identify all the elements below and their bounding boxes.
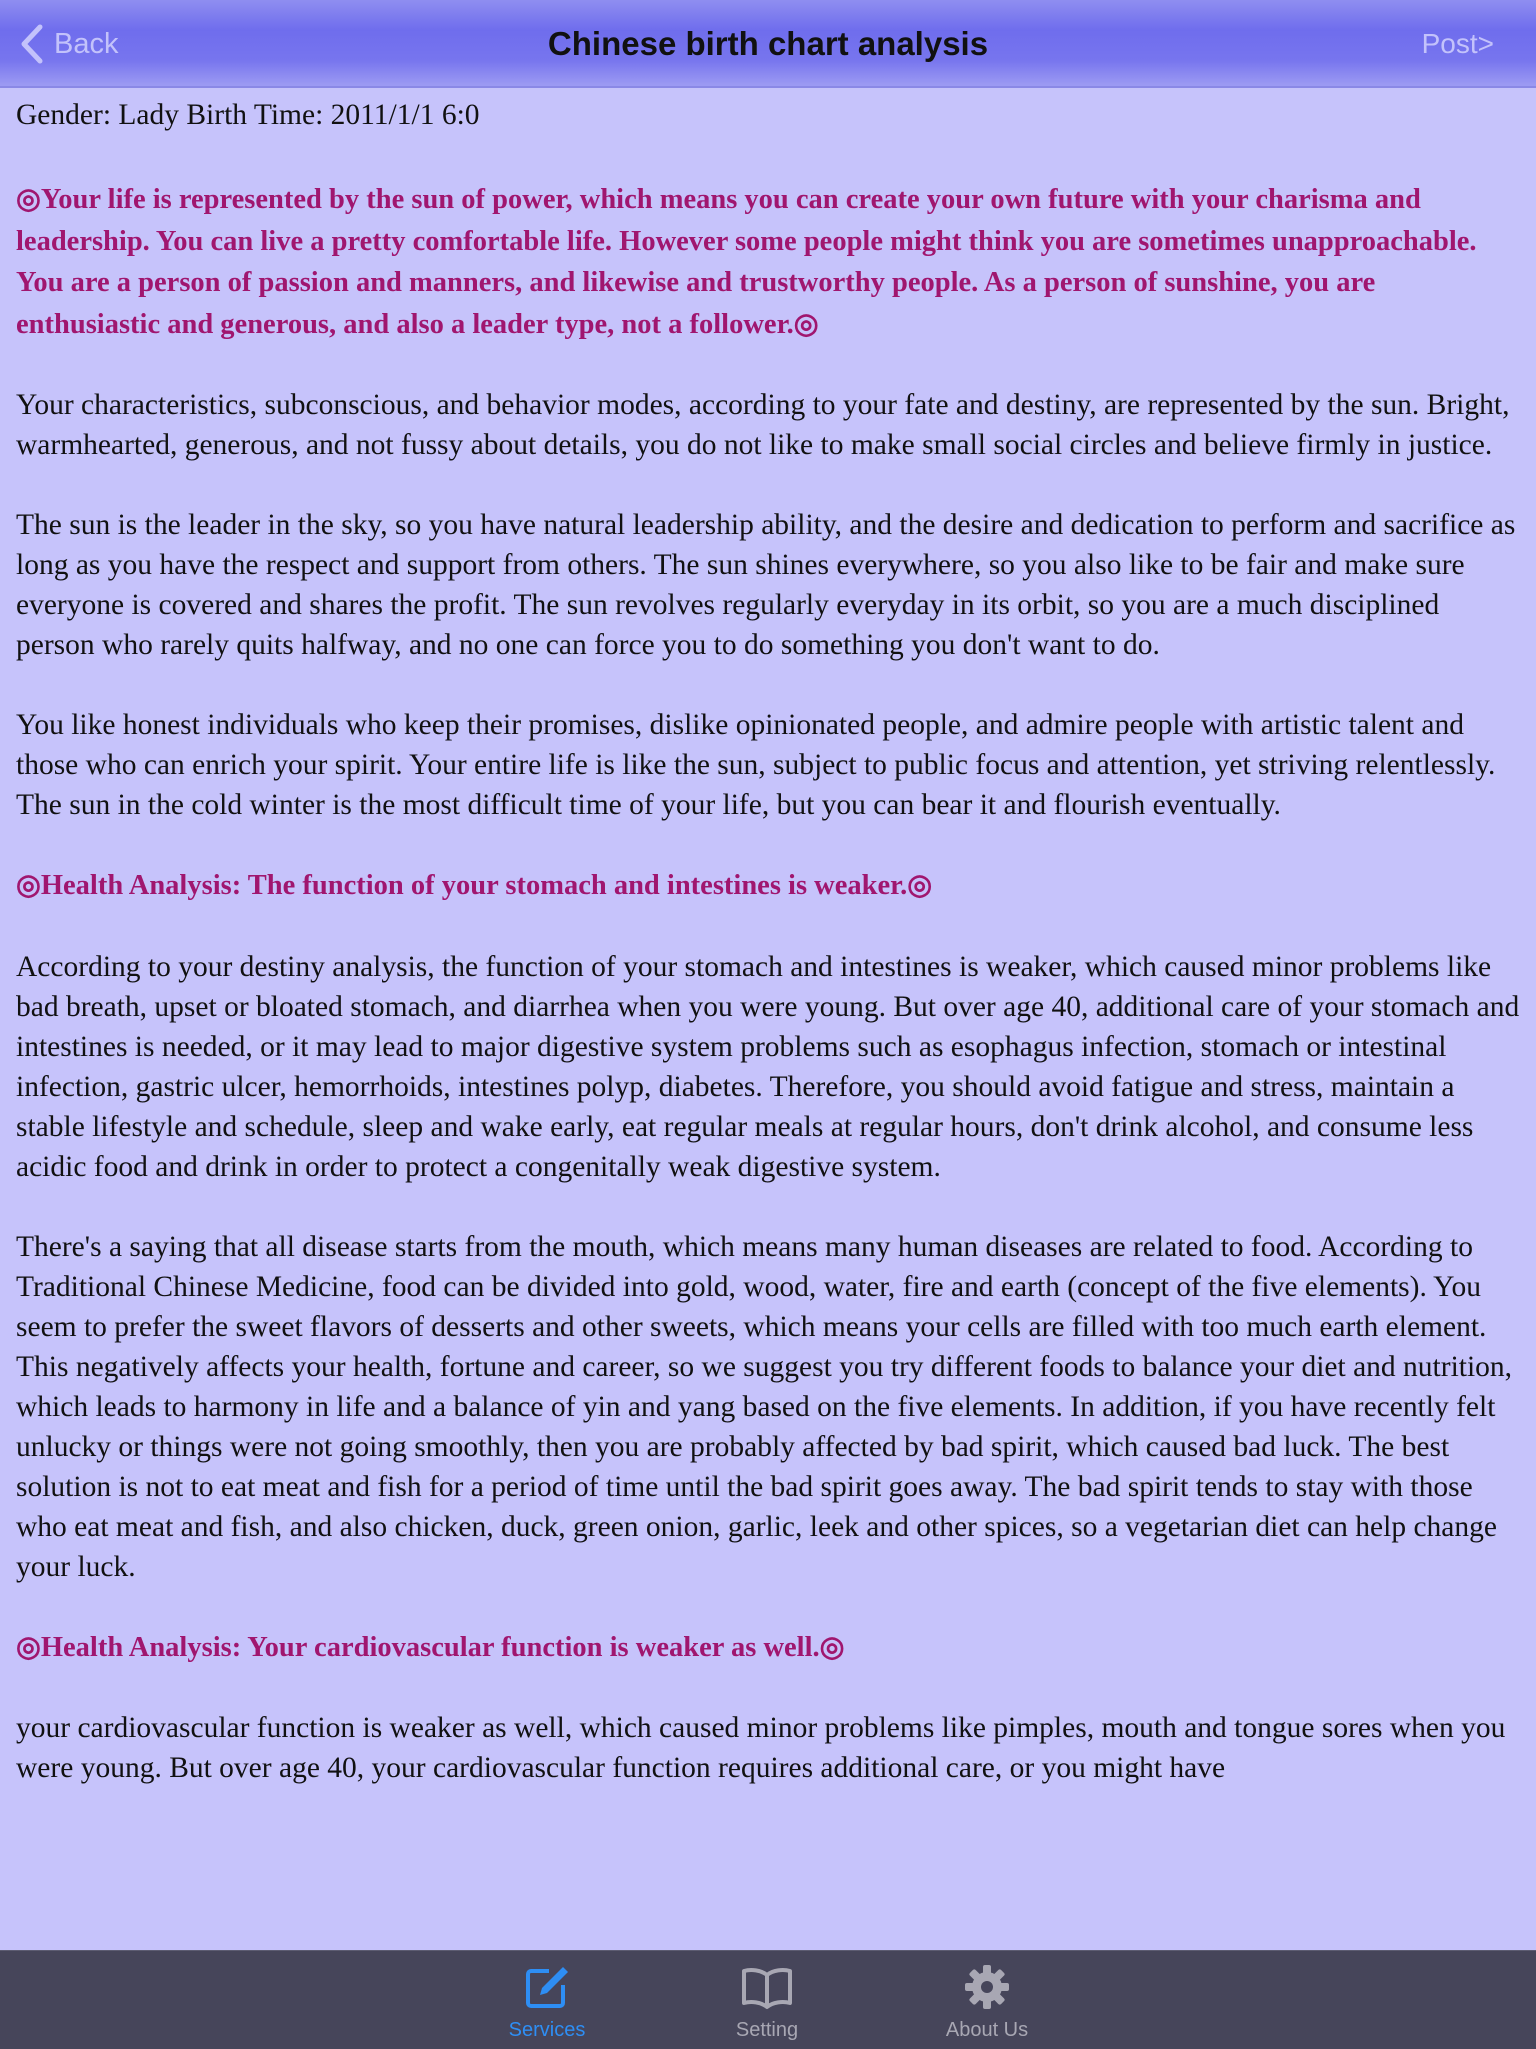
paragraph-diet: There's a saying that all disease starts from the mouth, which means many human diseases are related to food. According to Traditional Chinese Medicine, food can be divided into gold, wood, water, fire and earth (concept of the five elements). You seem to prefer the sweet flavors of desserts and other sweets, which means your cells are filled with too much earth element. This negatively affects your health, fortune and career, so we suggest you try different foods to balance your diet and nutrition, which leads to harmony in life and a balance of yin and yang based on the five elements. In addition, if you have recently felt unlucky or things were not going smoothly, then you are probably affected by bad spirit, which caused bad luck. The best solution is not to eat meat and fish for a period of time until the bad spirit goes away. The bad spirit tends to stay with those who eat meat and fish, and also chicken, duck, green onion, garlic, leek and other spices, so a vegetarian diet can help change your luck. (16, 1230, 1513, 1583)
page-title: Chinese birth chart analysis (547, 25, 989, 62)
health-heading-stomach: ◎Health Analysis: The function of your stomach and intestines is weaker.◎ (16, 870, 933, 901)
tab-bar (0, 1950, 1536, 2049)
tab-services-label: Services (508, 2019, 586, 2041)
tab-about-us-label: About Us (945, 2019, 1029, 2041)
paragraph-cardiovascular: your cardiovascular function is weaker as well, which caused minor problems like pimples, mouth and tongue sores when you were young. But over age 40, your cardiovascular function requires additional care, or you might have (16, 1712, 1506, 1784)
tab-about-us[interactable] (897, 1951, 1077, 2049)
back-label: Back (54, 27, 119, 60)
paragraph-relationships: You like honest individuals who keep their promises, dislike opinionated people, and admire people with artistic talent and those who can enrich your spirit. Your entire life is like the sun, subject to public focus and attention, yet striving relentlessly. The sun in the cold winter is the most difficult time of your life, but you can bear it and flourish eventually. (16, 709, 1496, 821)
health-heading-cardiovascular: ◎Health Analysis: Your cardiovascular function is weaker as well.◎ (16, 1631, 845, 1663)
tab-setting[interactable] (677, 1951, 857, 2049)
tab-services[interactable] (457, 1951, 637, 2049)
summary-highlight: ◎Your life is represented by the sun of power, which means you can create your own future with your charisma and leadership. You can live a pretty comfortable life. However some people might think you are sometimes unapproachable. You are a person of passion and manners, and likewise and trustworthy people. As a person of sunshine, you are enthusiastic and generous, and also a leader type, not a follower.◎ (16, 184, 1477, 340)
birth-info: Gender: Lady Birth Time: 2011/1/1 6:0 (16, 99, 480, 131)
navigation-bar (0, 0, 1536, 88)
book-icon (741, 1963, 793, 2011)
paragraph-stomach-health: According to your destiny analysis, the function of your stomach and intestines is weaker, which caused minor problems like bad breath, upset or bloated stomach, and diarrhea when you were young. But over age 40, additional care of your stomach and intestines is needed, or it may lead to major digestive system problems such as esophagus infection, stomach or intestinal infection, gastric ulcer, hemorrhoids, intestines polyp, diabetes. Therefore, you should avoid fatigue and stress, maintain a stable lifestyle and schedule, sleep and wake early, eat regular meals at regular hours, don't drink alcohol, and consume less acidic food and drink in order to protect a congenitally weak digestive system. (16, 950, 1520, 1183)
compose-icon (523, 1963, 571, 2011)
tab-setting-label: Setting (735, 2019, 799, 2041)
paragraph-leadership: The sun is the leader in the sky, so you have natural leadership ability, and the desire and dedication to perform and sacrifice as long as you have the respect and support from others. The sun shines everywhere, so you also like to be fair and make sure everyone is covered and shares the profit. The sun revolves regularly everyday in its orbit, so you are a much disciplined person who rarely quits halfway, and no one can force you to do something you don't want to do. (16, 509, 1516, 661)
paragraph-characteristics: Your characteristics, subconscious, and behavior modes, according to your fate and destiny, are represented by the sun. Bright, warmhearted, generous, and not fussy about details, you do not like to make small social circles and believe firmly in justice. (16, 389, 1510, 461)
gear-icon (963, 1963, 1011, 2011)
post-button[interactable]: Post> (1421, 28, 1494, 59)
analysis-content[interactable] (16, 95, 1522, 1950)
